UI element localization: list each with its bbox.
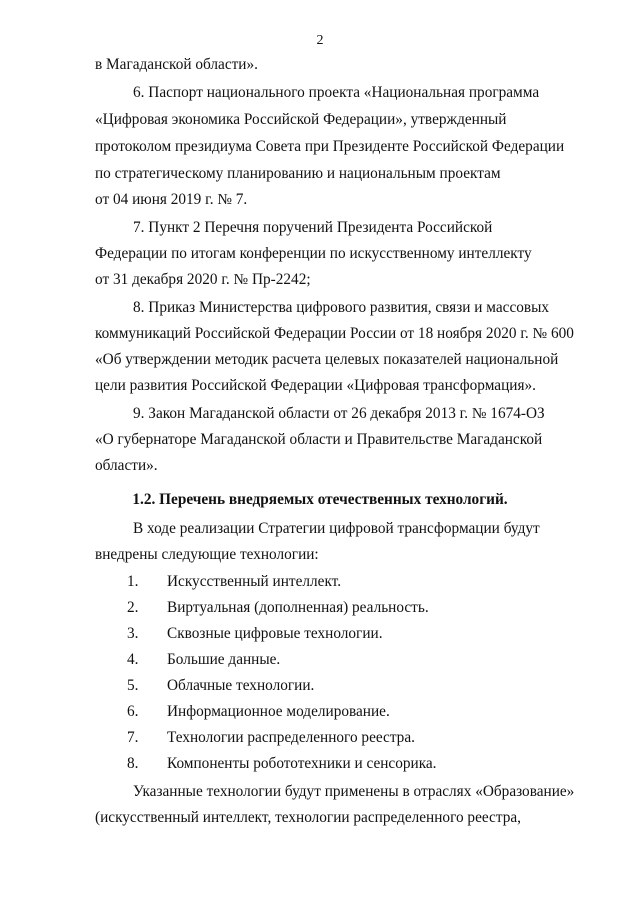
list-item-text: Сквозные цифровые технологии. [167, 625, 383, 642]
section-heading: 1.2. Перечень внедряемых отечественных технологий. [132, 491, 508, 508]
text-line: области». [95, 457, 158, 474]
list-item-number: 1. [127, 573, 139, 590]
page-number: 2 [316, 33, 324, 48]
text-line: 9. Закон Магаданской области от 26 декабря 2013 г. № 1674-ОЗ [133, 405, 545, 422]
list-item-number: 3. [127, 625, 139, 642]
text-line: от 31 декабря 2020 г. № Пр-2242; [95, 271, 311, 288]
list-item [127, 754, 547, 773]
text-line: 6. Паспорт национального проекта «Национальная программа [133, 84, 540, 101]
text-line: Указанные технологии будут применены в отраслях «Образование» [133, 783, 575, 800]
list-item-text: Облачные технологии. [167, 677, 315, 694]
list-item-number: 5. [127, 677, 139, 694]
list-item [127, 728, 547, 747]
list-item-number: 4. [127, 651, 139, 668]
text-line: по стратегическому планированию и национальным проектам [95, 165, 501, 182]
text-line: в Магаданской области». [95, 56, 258, 73]
text-line: протоколом президиума Совета при Президенте Российской Федерации [95, 138, 565, 155]
list-item-text: Большие данные. [167, 651, 281, 668]
text-line: Федерации по итогам конференции по искусственному интеллекту [95, 245, 532, 262]
text-line: «Цифровая экономика Российской Федерации», утвержденный [95, 111, 507, 128]
list-item-number: 7. [127, 729, 139, 746]
text-line: 7. Пункт 2 Перечня поручений Президента Российской [133, 219, 493, 236]
list-item [127, 676, 547, 695]
text-line: цели развития Российской Федерации «Цифровая трансформация». [95, 377, 536, 394]
text-line: «Об утверждении методик расчета целевых показателей национальной [95, 351, 559, 368]
list-item [127, 598, 547, 617]
list-item-number: 8. [127, 755, 139, 772]
text-line: 8. Приказ Министерства цифрового развития, связи и массовых [133, 299, 550, 316]
list-item [127, 624, 547, 643]
text-line: внедрены следующие технологии: [95, 546, 319, 563]
list-item-text: Компоненты робототехники и сенсорика. [167, 755, 437, 772]
text-line: «О губернаторе Магаданской области и Правительстве Магаданской [95, 431, 543, 448]
list-item [127, 702, 547, 721]
text-line: коммуникаций Российской Федерации России от 18 ноября 2020 г. № 600 [95, 325, 574, 342]
list-item [127, 572, 547, 591]
list-item-text: Информационное моделирование. [167, 703, 390, 720]
list-item [127, 650, 547, 669]
text-line: В ходе реализации Стратегии цифровой трансформации будут [133, 520, 540, 537]
list-item-number: 6. [127, 703, 139, 720]
list-item-text: Искусственный интеллект. [167, 573, 342, 590]
list-item-text: Технологии распределенного реестра. [167, 729, 415, 746]
list-item-number: 2. [127, 599, 139, 616]
list-item-text: Виртуальная (дополненная) реальность. [167, 599, 429, 616]
text-line: от 04 июня 2019 г. № 7. [95, 191, 248, 208]
text-line: (искусственный интеллект, технологии распределенного реестра, [95, 809, 521, 826]
